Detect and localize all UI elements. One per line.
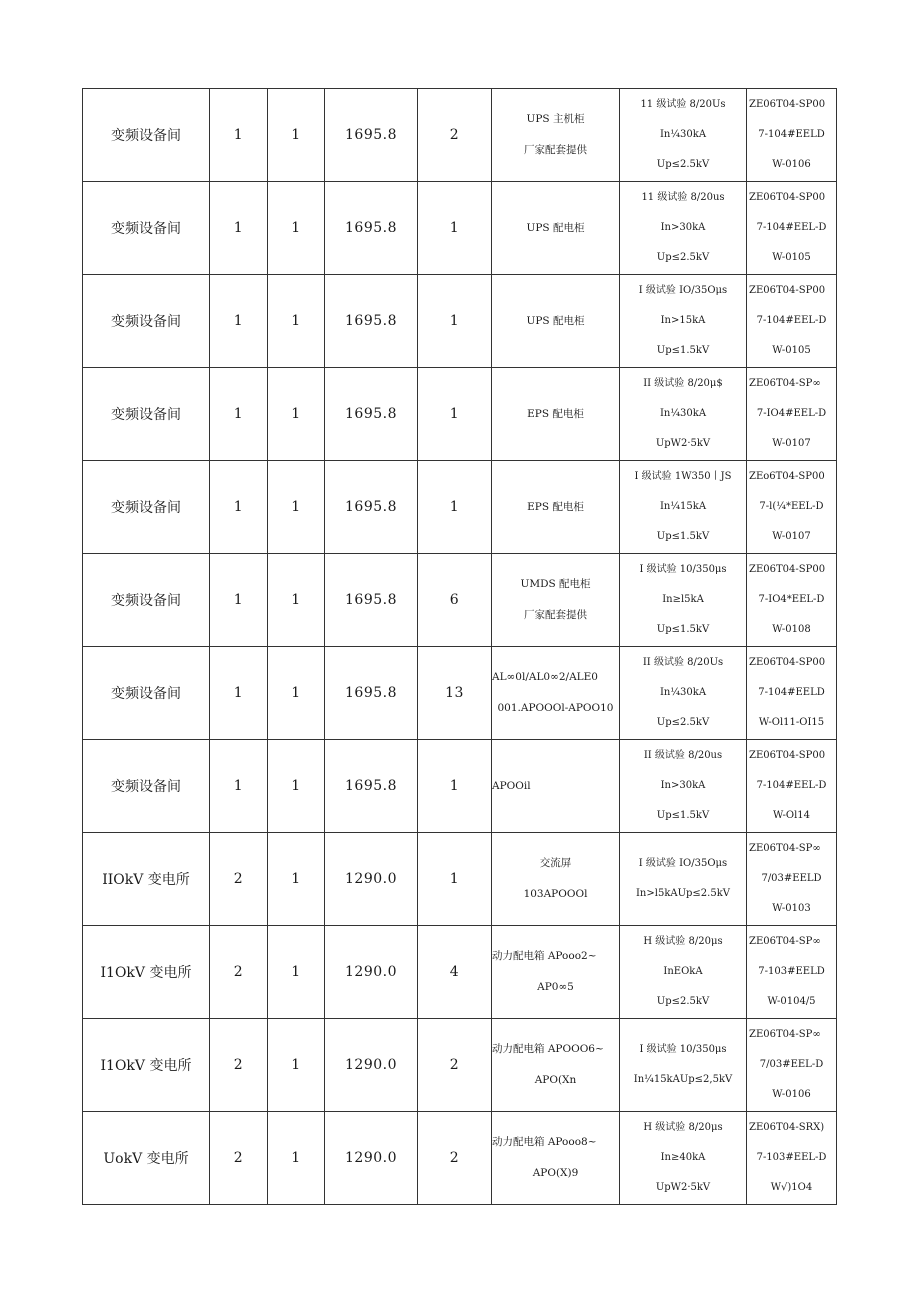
device-cell-line: APOOil bbox=[492, 779, 531, 792]
drawing-number-cell-line: 7-104#EEL-D bbox=[756, 222, 827, 233]
spec-cell-line: In¼30kA bbox=[659, 687, 707, 698]
device-cell-line: 动力配电箱 APOOO6~ bbox=[492, 1043, 604, 1055]
drawing-number-cell-line: 7-104#EELD bbox=[758, 687, 825, 698]
drawing-number-cell-line: W-0105 bbox=[772, 252, 811, 263]
drawing-number-cell-line: ZE06T04-SP∞ bbox=[749, 1029, 821, 1040]
spec-cell bbox=[620, 926, 747, 1019]
table-row bbox=[83, 926, 837, 1019]
spec-cell-line: In≥40kA bbox=[660, 1152, 706, 1163]
count-cell-a: 1 bbox=[210, 740, 268, 833]
spec-cell bbox=[620, 1019, 747, 1112]
quantity-cell: 2 bbox=[418, 1019, 492, 1112]
value-cell: 1695.8 bbox=[325, 275, 418, 368]
value-cell: 1695.8 bbox=[325, 740, 418, 833]
drawing-number-cell-line: ZE06T04-SP∞ bbox=[749, 936, 821, 947]
device-cell-line: 厂家配套提供 bbox=[524, 144, 587, 156]
table-row bbox=[83, 368, 837, 461]
device-cell bbox=[492, 275, 620, 368]
count-cell-a: 1 bbox=[210, 182, 268, 275]
quantity-cell: 1 bbox=[418, 182, 492, 275]
location-cell: 变频设备间 bbox=[83, 89, 210, 182]
table-body bbox=[83, 89, 837, 1205]
drawing-number-cell bbox=[747, 275, 837, 368]
device-cell-line: APO(Xn bbox=[534, 1074, 577, 1086]
quantity-cell: 2 bbox=[418, 1112, 492, 1205]
quantity-cell: 1 bbox=[418, 368, 492, 461]
quantity-cell: 1 bbox=[418, 833, 492, 926]
device-cell-line: AP0∞5 bbox=[537, 981, 574, 993]
spec-cell bbox=[620, 368, 747, 461]
spec-cell bbox=[620, 647, 747, 740]
count-cell-b: 1 bbox=[268, 1019, 325, 1112]
spec-cell-line: Up≤1.5kV bbox=[656, 345, 710, 356]
count-cell-b: 1 bbox=[268, 926, 325, 1019]
spec-cell bbox=[620, 182, 747, 275]
count-cell-b: 1 bbox=[268, 275, 325, 368]
table-row bbox=[83, 833, 837, 926]
spec-cell-line: Up≤1.5kV bbox=[656, 531, 710, 542]
device-cell bbox=[492, 926, 620, 1019]
spec-cell-line: Up≤2.5kV bbox=[656, 159, 710, 170]
spec-cell-line: InEOkA bbox=[663, 966, 703, 977]
device-cell-line: APO(X)9 bbox=[532, 1167, 579, 1179]
drawing-number-cell-line: ZE06T04-SP00 bbox=[749, 285, 826, 296]
quantity-cell: 1 bbox=[418, 740, 492, 833]
count-cell-b: 1 bbox=[268, 833, 325, 926]
drawing-number-cell-line: W-0105 bbox=[772, 345, 811, 356]
device-cell bbox=[492, 740, 620, 833]
spec-cell-line: UpW2·5kV bbox=[655, 1182, 711, 1193]
value-cell: 1695.8 bbox=[325, 89, 418, 182]
spec-cell-line: I 级试验 10/350μs bbox=[639, 564, 727, 575]
value-cell: 1290.0 bbox=[325, 1019, 418, 1112]
spec-cell bbox=[620, 275, 747, 368]
drawing-number-cell bbox=[747, 461, 837, 554]
quantity-cell: 2 bbox=[418, 89, 492, 182]
device-cell-line: 厂家配套提供 bbox=[524, 609, 587, 621]
table-row bbox=[83, 740, 837, 833]
spec-cell-line: In≥l5kA bbox=[662, 594, 704, 605]
spec-cell-line: 11 级试验 8/20us bbox=[641, 192, 725, 203]
value-cell: 1290.0 bbox=[325, 833, 418, 926]
count-cell-a: 1 bbox=[210, 461, 268, 554]
count-cell-a: 2 bbox=[210, 833, 268, 926]
device-cell-line: 103APOOOl bbox=[523, 888, 588, 900]
drawing-number-cell-line: W-0108 bbox=[772, 624, 811, 635]
table-row bbox=[83, 275, 837, 368]
table-row bbox=[83, 89, 837, 182]
device-cell bbox=[492, 368, 620, 461]
drawing-number-cell-line: W-0104/5 bbox=[767, 996, 816, 1007]
drawing-number-cell-line: ZEo6T04-SP00 bbox=[749, 471, 825, 482]
count-cell-b: 1 bbox=[268, 89, 325, 182]
device-cell-line: 交流屏 bbox=[539, 857, 572, 869]
spec-cell bbox=[620, 740, 747, 833]
spec-cell-line: Up≤1.5kV bbox=[656, 810, 710, 821]
device-cell-line: UPS 配电柜 bbox=[526, 314, 585, 327]
drawing-number-cell-line: 7-103#EELD bbox=[758, 966, 825, 977]
drawing-number-cell-line: 7-104#EEL-D bbox=[756, 315, 827, 326]
location-cell: 变频设备间 bbox=[83, 182, 210, 275]
location-cell: I1OkV 变电所 bbox=[83, 1019, 210, 1112]
spec-cell bbox=[620, 833, 747, 926]
spec-cell-line: I 级试验 IO/35Oμs bbox=[638, 858, 728, 869]
drawing-number-cell-line: ZE06T04-SP00 bbox=[749, 564, 826, 575]
drawing-number-cell-line: 7-103#EEL-D bbox=[756, 1152, 827, 1163]
table-row bbox=[83, 647, 837, 740]
location-cell: UokV 变电所 bbox=[83, 1112, 210, 1205]
equipment-table-sheet bbox=[82, 88, 836, 1205]
table-row bbox=[83, 1112, 837, 1205]
device-cell bbox=[492, 647, 620, 740]
device-cell-line: UPS 配电柜 bbox=[526, 221, 585, 234]
drawing-number-cell bbox=[747, 554, 837, 647]
count-cell-b: 1 bbox=[268, 461, 325, 554]
spec-cell-line: Up≤2.5kV bbox=[656, 996, 710, 1007]
location-cell: I1OkV 变电所 bbox=[83, 926, 210, 1019]
spec-cell bbox=[620, 1112, 747, 1205]
drawing-number-cell-line: W-Ol14 bbox=[772, 810, 811, 821]
drawing-number-cell bbox=[747, 833, 837, 926]
drawing-number-cell-line: ZE06T04-SP∞ bbox=[749, 378, 821, 389]
count-cell-a: 2 bbox=[210, 926, 268, 1019]
spec-cell-line: In>15kA bbox=[660, 315, 706, 326]
count-cell-a: 2 bbox=[210, 1112, 268, 1205]
count-cell-a: 1 bbox=[210, 554, 268, 647]
spec-cell-line: I 级试验 1W350丨JS bbox=[634, 471, 732, 482]
drawing-number-cell-line: ZE06T04-SP∞ bbox=[749, 843, 821, 854]
drawing-number-cell-line: ZE06T04-SP00 bbox=[749, 750, 826, 761]
drawing-number-cell-line: 7-IO4#EEL-D bbox=[756, 408, 827, 419]
drawing-number-cell-line: 7/03#EELD bbox=[761, 873, 822, 884]
table-row bbox=[83, 182, 837, 275]
spec-cell-line: Up≤2.5kV bbox=[656, 717, 710, 728]
spec-cell-line: Up≤2.5kV bbox=[656, 252, 710, 263]
drawing-number-cell bbox=[747, 1019, 837, 1112]
device-cell-line: 动力配电箱 APooo2~ bbox=[492, 950, 597, 962]
drawing-number-cell-line: ZE06T04-SP00 bbox=[749, 657, 826, 668]
drawing-number-cell-line: W-Ol11-OI15 bbox=[758, 717, 825, 728]
drawing-number-cell-line: W-0103 bbox=[772, 903, 811, 914]
equipment-table bbox=[82, 88, 837, 1205]
count-cell-b: 1 bbox=[268, 740, 325, 833]
drawing-number-cell-line: W√)1O4 bbox=[770, 1182, 813, 1193]
spec-cell-line: 11 级试验 8/20Us bbox=[640, 99, 726, 110]
drawing-number-cell-line: ZE06T04-SRX) bbox=[749, 1122, 825, 1133]
count-cell-a: 1 bbox=[210, 647, 268, 740]
spec-cell-line: In>30kA bbox=[660, 780, 706, 791]
drawing-number-cell bbox=[747, 740, 837, 833]
drawing-number-cell-line: W-0106 bbox=[772, 1089, 811, 1100]
count-cell-b: 1 bbox=[268, 554, 325, 647]
value-cell: 1695.8 bbox=[325, 461, 418, 554]
drawing-number-cell-line: W-0107 bbox=[772, 531, 811, 542]
drawing-number-cell-line: ZE06T04-SP00 bbox=[749, 192, 826, 203]
spec-cell-line: In¼30kA bbox=[659, 129, 707, 140]
drawing-number-cell-line: ZE06T04-SP00 bbox=[749, 99, 826, 110]
spec-cell-line: I 级试验 IO/35Oμs bbox=[638, 285, 728, 296]
value-cell: 1290.0 bbox=[325, 926, 418, 1019]
device-cell-line: 001.APOOOl-APOO10 bbox=[497, 702, 614, 714]
drawing-number-cell-line: 7-104#EEL-D bbox=[756, 780, 827, 791]
spec-cell bbox=[620, 461, 747, 554]
spec-cell-line: II 级试验 8/20μ$ bbox=[643, 378, 723, 389]
device-cell bbox=[492, 554, 620, 647]
drawing-number-cell-line: W-0106 bbox=[772, 159, 811, 170]
location-cell: 变频设备间 bbox=[83, 461, 210, 554]
spec-cell-line: In¼30kA bbox=[659, 408, 707, 419]
spec-cell bbox=[620, 89, 747, 182]
count-cell-a: 1 bbox=[210, 368, 268, 461]
count-cell-a: 1 bbox=[210, 275, 268, 368]
table-row bbox=[83, 554, 837, 647]
device-cell-line: UPS 主机柜 bbox=[526, 113, 585, 125]
drawing-number-cell-line: 7/03#EEL-D bbox=[759, 1059, 824, 1070]
device-cell-line: UMDS 配电柜 bbox=[520, 578, 591, 590]
value-cell: 1290.0 bbox=[325, 1112, 418, 1205]
table-row bbox=[83, 1019, 837, 1112]
quantity-cell: 13 bbox=[418, 647, 492, 740]
quantity-cell: 1 bbox=[418, 461, 492, 554]
device-cell-line: EPS 配电柜 bbox=[527, 407, 584, 420]
value-cell: 1695.8 bbox=[325, 368, 418, 461]
drawing-number-cell bbox=[747, 368, 837, 461]
drawing-number-cell bbox=[747, 182, 837, 275]
spec-cell-line: UpW2·5kV bbox=[655, 438, 711, 449]
count-cell-b: 1 bbox=[268, 182, 325, 275]
count-cell-a: 2 bbox=[210, 1019, 268, 1112]
drawing-number-cell-line: W-0107 bbox=[772, 438, 811, 449]
location-cell: 变频设备间 bbox=[83, 554, 210, 647]
spec-cell-line: Up≤1.5kV bbox=[656, 624, 710, 635]
count-cell-b: 1 bbox=[268, 647, 325, 740]
device-cell bbox=[492, 89, 620, 182]
value-cell: 1695.8 bbox=[325, 182, 418, 275]
spec-cell-line: In¼15kA bbox=[659, 501, 707, 512]
drawing-number-cell-line: 7-104#EELD bbox=[758, 129, 825, 140]
location-cell: 变频设备间 bbox=[83, 275, 210, 368]
location-cell: 变频设备间 bbox=[83, 368, 210, 461]
spec-cell-line: I 级试验 10/350μs bbox=[639, 1044, 727, 1055]
drawing-number-cell-line: 7-l(¼*EEL-D bbox=[759, 501, 824, 512]
spec-cell-line: II 级试验 8/20Us bbox=[642, 657, 724, 668]
device-cell bbox=[492, 461, 620, 554]
device-cell bbox=[492, 1019, 620, 1112]
drawing-number-cell bbox=[747, 926, 837, 1019]
value-cell: 1695.8 bbox=[325, 554, 418, 647]
device-cell-line: AL∞0l/AL0∞2/ALE0 bbox=[492, 671, 598, 683]
spec-cell bbox=[620, 554, 747, 647]
drawing-number-cell bbox=[747, 647, 837, 740]
spec-cell-line: In>l5kAUp≤2.5kV bbox=[635, 888, 730, 899]
table-row bbox=[83, 461, 837, 554]
spec-cell-line: In¼15kAUp≤2,5kV bbox=[633, 1074, 733, 1085]
quantity-cell: 6 bbox=[418, 554, 492, 647]
drawing-number-cell bbox=[747, 1112, 837, 1205]
count-cell-b: 1 bbox=[268, 1112, 325, 1205]
value-cell: 1695.8 bbox=[325, 647, 418, 740]
device-cell bbox=[492, 833, 620, 926]
device-cell-line: 动力配电箱 APooo8~ bbox=[492, 1136, 597, 1148]
count-cell-a: 1 bbox=[210, 89, 268, 182]
location-cell: IIOkV 变电所 bbox=[83, 833, 210, 926]
spec-cell-line: H 级试验 8/20μs bbox=[643, 1122, 723, 1133]
quantity-cell: 1 bbox=[418, 275, 492, 368]
drawing-number-cell-line: 7-IO4*EEL-D bbox=[758, 594, 825, 605]
drawing-number-cell bbox=[747, 89, 837, 182]
location-cell: 变频设备间 bbox=[83, 647, 210, 740]
location-cell: 变频设备间 bbox=[83, 740, 210, 833]
quantity-cell: 4 bbox=[418, 926, 492, 1019]
device-cell bbox=[492, 182, 620, 275]
count-cell-b: 1 bbox=[268, 368, 325, 461]
spec-cell-line: In>30kA bbox=[660, 222, 706, 233]
device-cell-line: EPS 配电柜 bbox=[527, 500, 584, 513]
spec-cell-line: II 级试验 8/20us bbox=[643, 750, 723, 761]
device-cell bbox=[492, 1112, 620, 1205]
spec-cell-line: H 级试验 8/20μs bbox=[643, 936, 723, 947]
